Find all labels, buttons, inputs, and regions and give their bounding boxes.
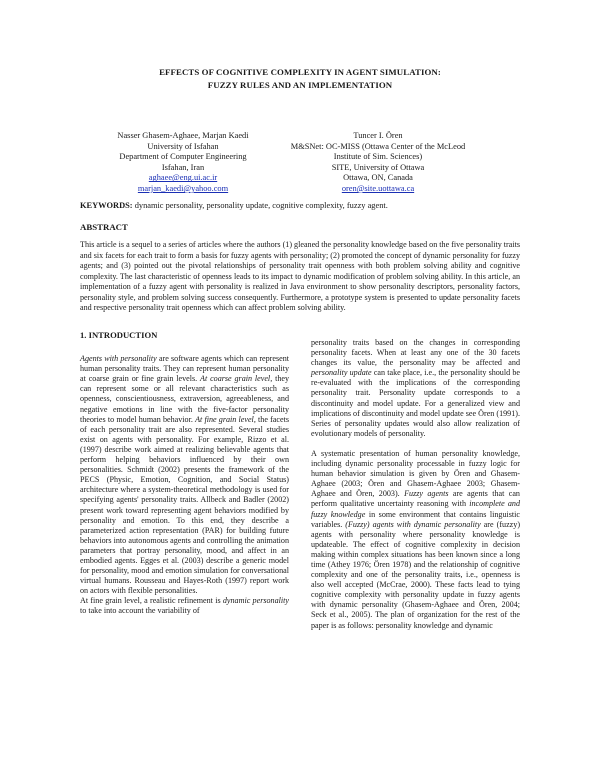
author2-name: Tuncer I. Ören — [353, 131, 403, 140]
keywords — [80, 200, 520, 211]
abstract-heading: ABSTRACT — [80, 222, 128, 232]
author1-affiliation-2: Department of Computer Engineering — [119, 152, 247, 162]
left-column — [80, 330, 289, 617]
title-line-2: FUZZY RULES AND AN IMPLEMENTATION — [207, 80, 393, 90]
author2-city: Ottawa, ON, Canada — [343, 173, 413, 183]
author1-affiliation-1: University of Isfahan — [147, 141, 219, 151]
intro-paragraph-2: At fine grain level, a realistic refinement is dynamic personality to take into account the variability of — [80, 596, 289, 616]
right-column — [311, 338, 520, 631]
author-block-1 — [108, 131, 258, 195]
abstract-text: This article is a sequel to a series of articles where the authors (1) gleaned the personality knowledge based on the five personality traits and six facets for each trait to form a basis for fuzzy agents with personality; (2) promoted the concept of dynamic personality for fuzzy agents; and (3) pointed out the pivotal relationships of personality trait openness with both problem solving ability and cognitive complexity. The last characteristic of openness leads to its impact to dynamic modification of problem solving ability. In this article, an implementation of a fuzzy agent with personality is realized in Java environment to show personality descriptors, personality factors, personality style, and problem solving success consequently. Furthermore, a prototype system is presented to update personality facets and respective personality trait openness which can affect problem solving ability. — [80, 240, 520, 312]
keywords-label: KEYWORDS: — [80, 201, 133, 210]
author1-email-link-1[interactable]: aghaee@eng.ui.ac.ir — [148, 173, 218, 183]
paper-title — [80, 66, 520, 92]
title-line-1: EFFECTS OF COGNITIVE COMPLEXITY IN AGENT SIMULATION: — [159, 67, 441, 77]
intro-paragraph-3: personality traits based on the changes in corresponding personality facets. When at least any one of the 30 facets changes its value, the personality may be affected and personality update can take place, i.e., the personality should be re-evaluated with the implications of the corresponding personality trait. Personality update corresponds to a discontinuity and model update. For a generalized view and implications of discontinuity and model update see Ören (1991). Series of personality updates would also allow realization of evolutionary models of personality. — [311, 338, 520, 438]
section-heading-introduction: 1. INTRODUCTION — [80, 330, 158, 340]
intro-paragraph-4: A systematic presentation of human personality knowledge, including dynamic personality processable in fuzzy logic for human behavior simulation is given by Ören and Ghasem-Aghaee (2003; Ören and Ghasem-Aghaee 2003; Ghasem-Aghaee and Ören, 2003). Fuzzy agents are agents that can perform qualitative uncertainty reasoning with incomplete and fuzzy knowledge in some environment that contains linguistic variables. (Fuzzy) agents with dynamic personality are (fuzzy) agents with personality where personality knowledge is updateable. The effect of cognitive complexity in decision making within complex situations has been known since a long time (Athey 1976; Ören 1978) and the relationship of cognitive complexity and one of the personality traits, i.e., openness is also well accepted (McCrae, 2000). These facts lead to tying cognitive complexity with personality update in fuzzy agents with dynamic personality (Ghasem-Aghaee and Ören, 2004; Seck et al., 2005). The plan of organization for the rest of the paper is as follows: personality knowledge and dynamic — [311, 448, 521, 630]
author2-email-link[interactable]: oren@site.uottawa.ca — [341, 183, 415, 193]
author1-city: Isfahan, Iran — [161, 162, 205, 172]
author-block-2 — [282, 131, 474, 195]
author1-email-link-2[interactable]: marjan_kaedi@yahoo.com — [137, 183, 229, 193]
keywords-text: dynamic personality, personality update, cognitive complexity, fuzzy agent. — [132, 201, 388, 210]
author2-affiliation-1: M&SNet: OC-MISS (Ottawa Center of the McLeod — [290, 141, 466, 151]
author1-names: Nasser Ghasem-Aghaee, Marjan Kaedi — [117, 131, 249, 140]
author2-affiliation-2: Institute of Sim. Sciences) — [333, 152, 423, 162]
author2-affiliation-3: SITE, University of Ottawa — [331, 162, 425, 172]
intro-paragraph-1: Agents with personality are software agents which can represent human personality traits. They can represent human personality at coarse grain or fine grain levels. At coarse grain level, they can represent some or all relevant characteristics such as openness, conscientiousness, extraversion, agreeableness, and negative emotions in line with the five-factor personality theories to model human behavior. At fine grain level, the facets of each personality trait are also represented. Several studies exist on agents with personality. For example, Rizzo et al. (1997) describe work aimed at realizing believable agents that perform helping behaviors influenced by their own personalities. Schmidt (2002) presents the framework of the PECS (Physic, Emotion, Cognition, and Social Status) architecture where a system-theoretical methodology is used for specifying agents' personality traits. Allbeck and Badler (2002) present work toward representing agent behaviors modified by personality and emotion. To this end, they describe a parameterized action representation (PAR) for building future behaviors into autonomous agents and controlling the animation parameters that portray personality, mood, and affect in an embodied agents. Egges et al. (2003) describe a generic model for personality, mood and emotion simulation for conversational virtual humans. Rousseau and Hayes-Roth (1997) report work on actors with flexible personalities. — [80, 354, 290, 596]
